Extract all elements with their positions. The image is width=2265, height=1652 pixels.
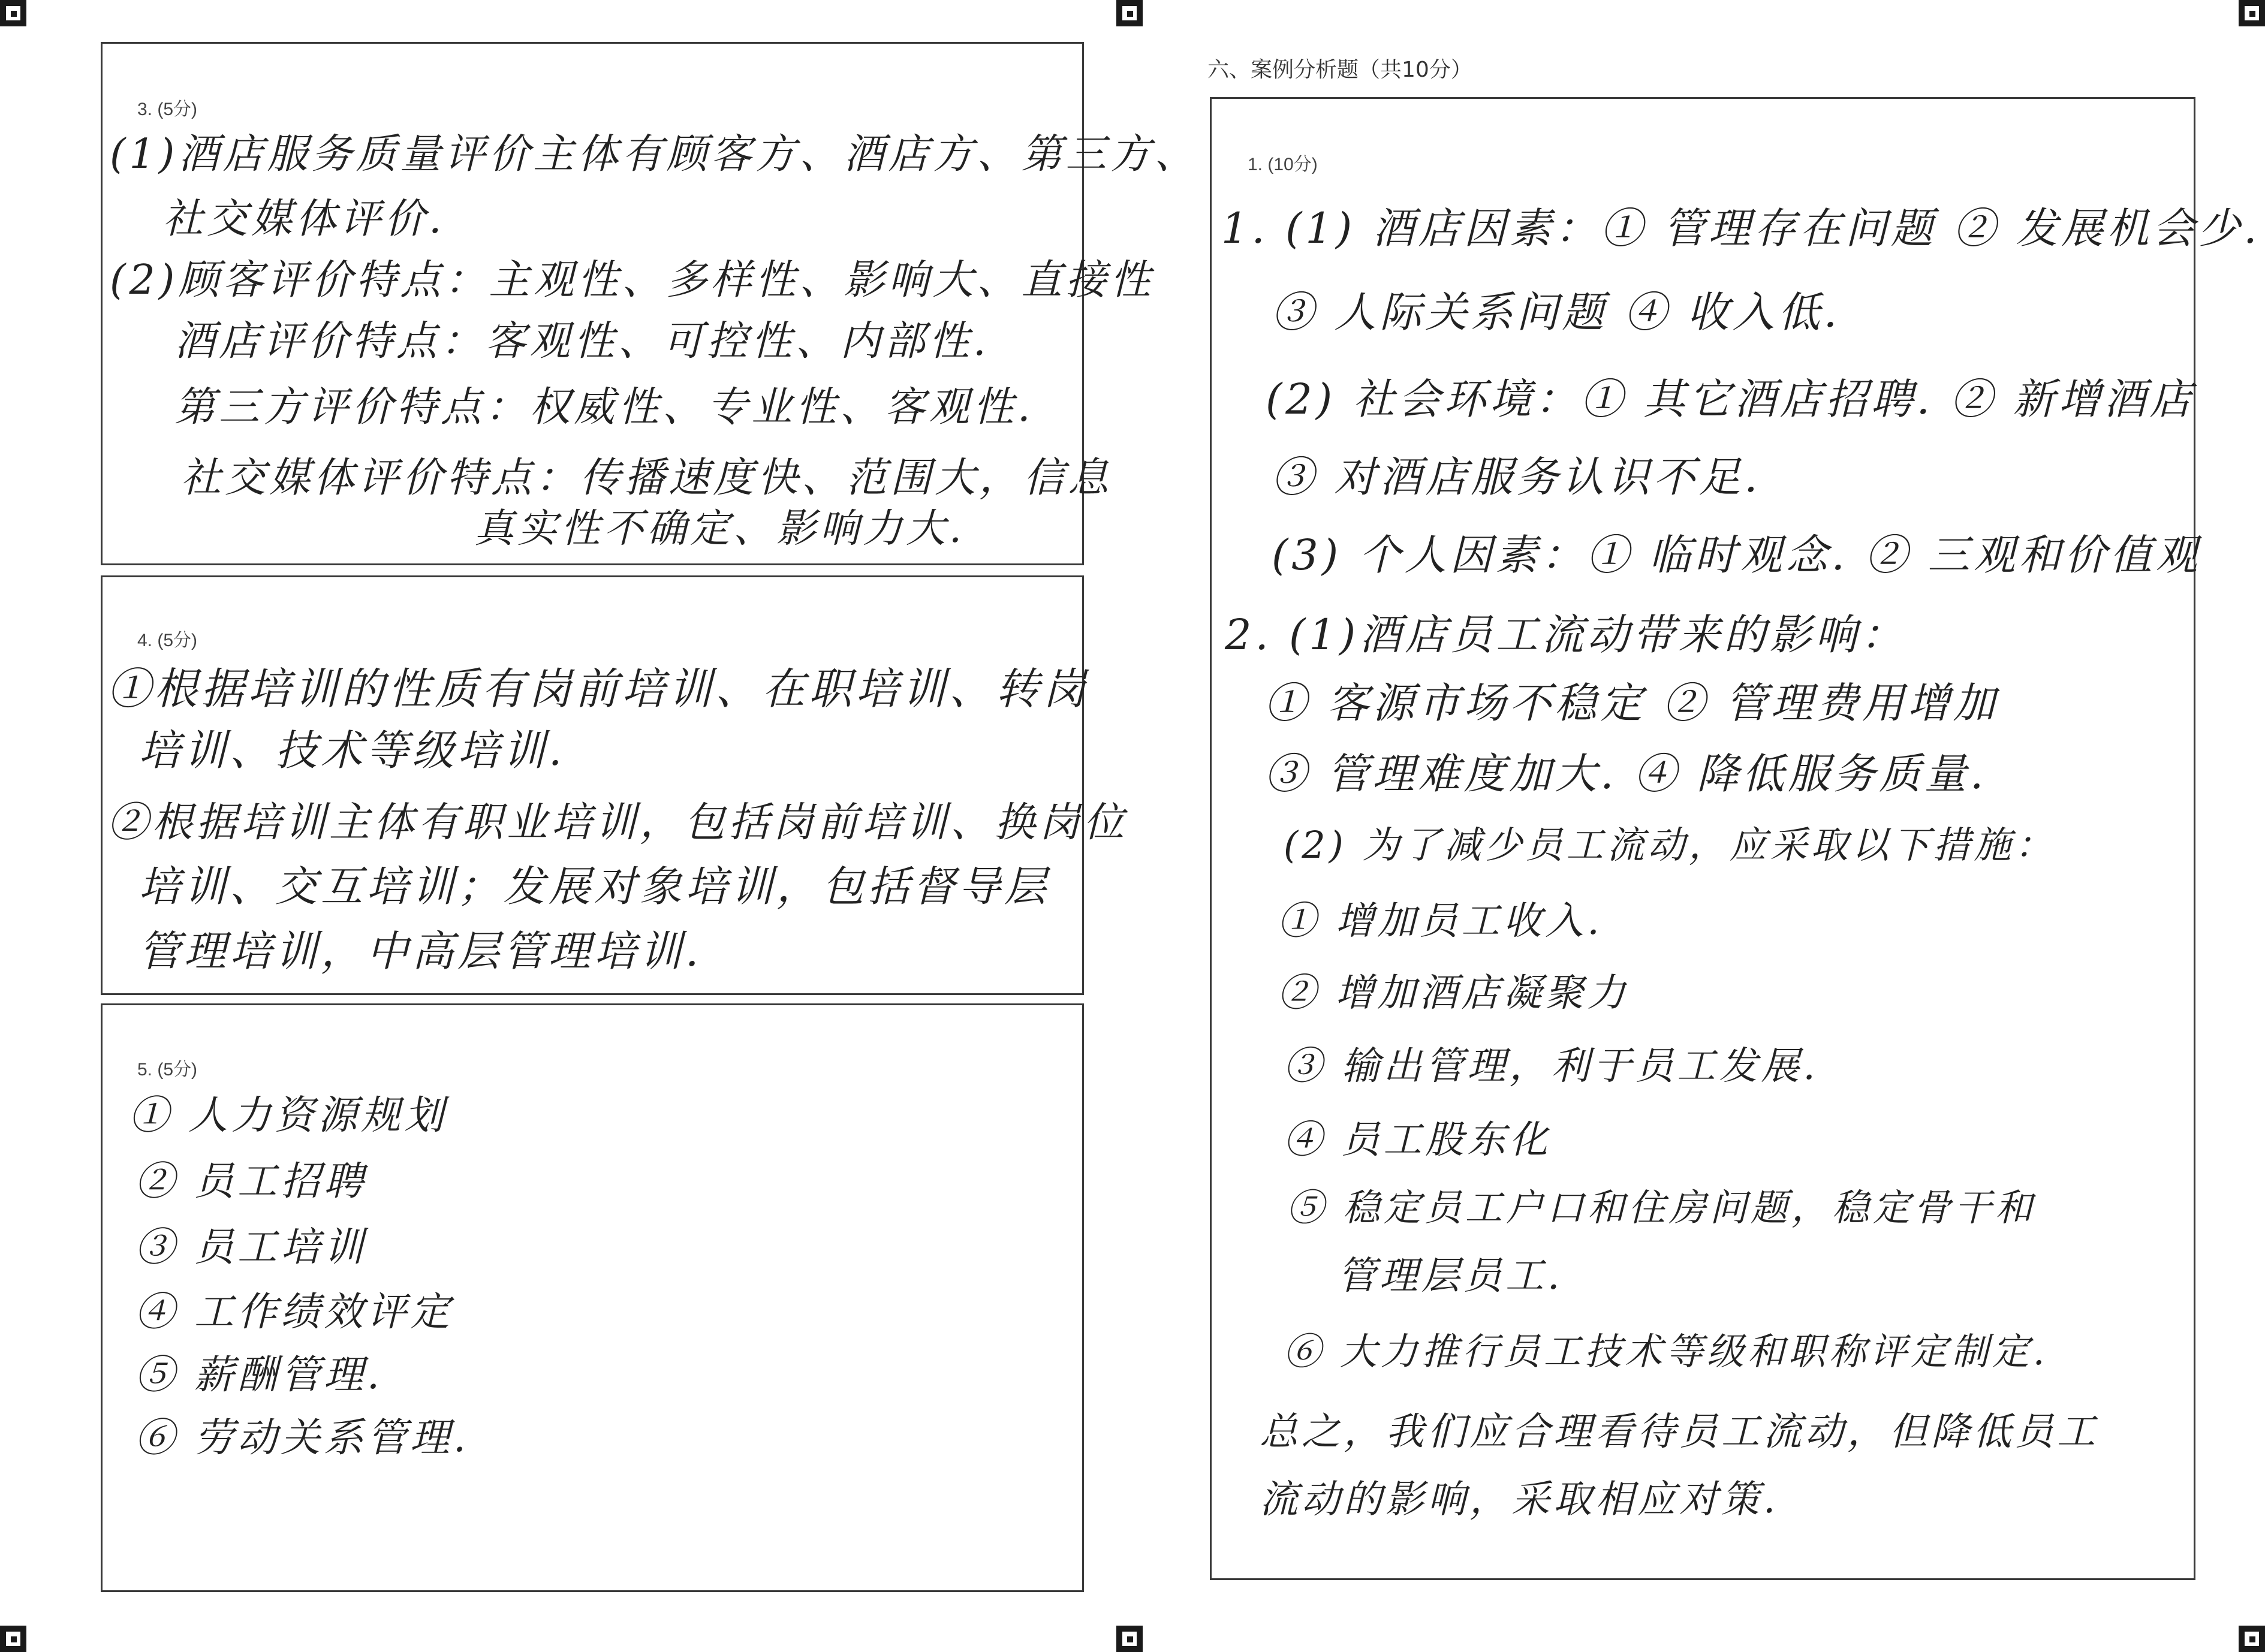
fiducial-marker-bottom-right	[2239, 1626, 2265, 1652]
fiducial-marker-bottom-left	[0, 1626, 26, 1652]
answer-line: ②根据培训主体有职业培训，包括岗前培训、换岗位	[107, 799, 1128, 846]
answer-line: ① 客源市场不稳定 ② 管理费用增加	[1264, 679, 1999, 728]
answer-line: ① 人力资源规划	[129, 1092, 447, 1138]
fiducial-marker-top-right	[2239, 0, 2265, 26]
answer-line: 培训、技术等级培训.	[138, 726, 566, 775]
answer-line: ① 增加员工收入.	[1278, 899, 1603, 943]
answer-line: ④ 工作绩效评定	[135, 1289, 453, 1335]
answer-box-q5	[101, 1003, 1084, 1592]
answer-line: (3) 个人因素：① 临时观念. ② 三观和价值观	[1272, 530, 2201, 580]
answer-line: (1)酒店服务质量评价主体有顾客方、酒店方、第三方、	[110, 131, 1199, 178]
answer-line: 1. (1) 酒店因素：① 管理存在问题 ② 发展机会少.	[1221, 204, 2261, 253]
answer-box-q3	[101, 42, 1199, 565]
answer-line: 第三方评价特点：权威性、专业性、客观性.	[174, 384, 1034, 431]
answer-line: 培训、交互培训；发展对象培训，包括督导层	[138, 862, 1050, 911]
answer-box-q4	[101, 575, 1128, 995]
question-label: 4. (5分)	[137, 631, 198, 650]
section-title: 六、案例分析题（共10分）	[1207, 58, 1472, 82]
question-label: 3. (5分)	[137, 100, 198, 119]
answer-line: 2. (1)酒店员工流动带来的影响：	[1225, 610, 1906, 659]
answer-line: ② 增加酒店凝聚力	[1278, 971, 1630, 1015]
answer-line: (2) 为了减少员工流动，应采取以下措施：	[1284, 823, 2056, 867]
answer-line: 总之，我们应合理看待员工流动，但降低员工	[1260, 1410, 2099, 1454]
question-label: 5. (5分)	[137, 1060, 198, 1080]
answer-line: 管理层员工.	[1338, 1254, 1564, 1298]
question-label: 1. (10分)	[1248, 155, 1318, 174]
answer-line: (2)顾客评价特点：主观性、多样性、影响大、直接性	[110, 257, 1155, 304]
fiducial-marker-bottom-center	[1116, 1626, 1143, 1652]
answer-line: (2) 社会环境：① 其它酒店招聘. ② 新增酒店	[1266, 375, 2195, 424]
answer-line: 社交媒体评价.	[162, 195, 445, 243]
answer-line: 流动的影响，采取相应对策.	[1260, 1478, 1779, 1522]
answer-line: ⑥ 劳动关系管理.	[135, 1415, 469, 1461]
answer-line: 管理培训，中高层管理培训.	[138, 927, 703, 976]
answer-line: ③ 对酒店服务认识不足.	[1272, 453, 1761, 502]
answer-line: ③ 员工培训	[135, 1224, 367, 1270]
answer-line: ② 员工招聘	[135, 1158, 367, 1204]
answer-line: ⑤ 稳定员工户口和住房问题，稳定骨干和	[1287, 1186, 2036, 1229]
answer-line: ③ 人际关系问题 ④ 收入低.	[1272, 288, 1841, 337]
answer-line: ④ 员工股东化	[1284, 1118, 1552, 1162]
fiducial-marker-top-center	[1116, 0, 1143, 26]
answer-line: 酒店评价特点：客观性、可控性、内部性.	[174, 318, 990, 365]
answer-line: ③ 输出管理，利于员工发展.	[1284, 1044, 1819, 1089]
fiducial-marker-top-left	[0, 0, 26, 26]
answer-box-case-q1	[1210, 97, 2261, 1580]
answer-line: ⑥ 大力推行员工技术等级和职称评定制定.	[1284, 1330, 2049, 1373]
answer-line: ③ 管理难度加大. ④ 降低服务质量.	[1264, 749, 1987, 798]
answer-line: ⑤ 薪酬管理.	[135, 1352, 383, 1398]
answer-line: 真实性不确定、影响力大.	[474, 505, 965, 551]
answer-line: ①根据培训的性质有岗前培训、在职培训、转岗	[107, 664, 1090, 714]
answer-line: 社交媒体评价特点：传播速度快、范围大，信息	[180, 454, 1113, 502]
